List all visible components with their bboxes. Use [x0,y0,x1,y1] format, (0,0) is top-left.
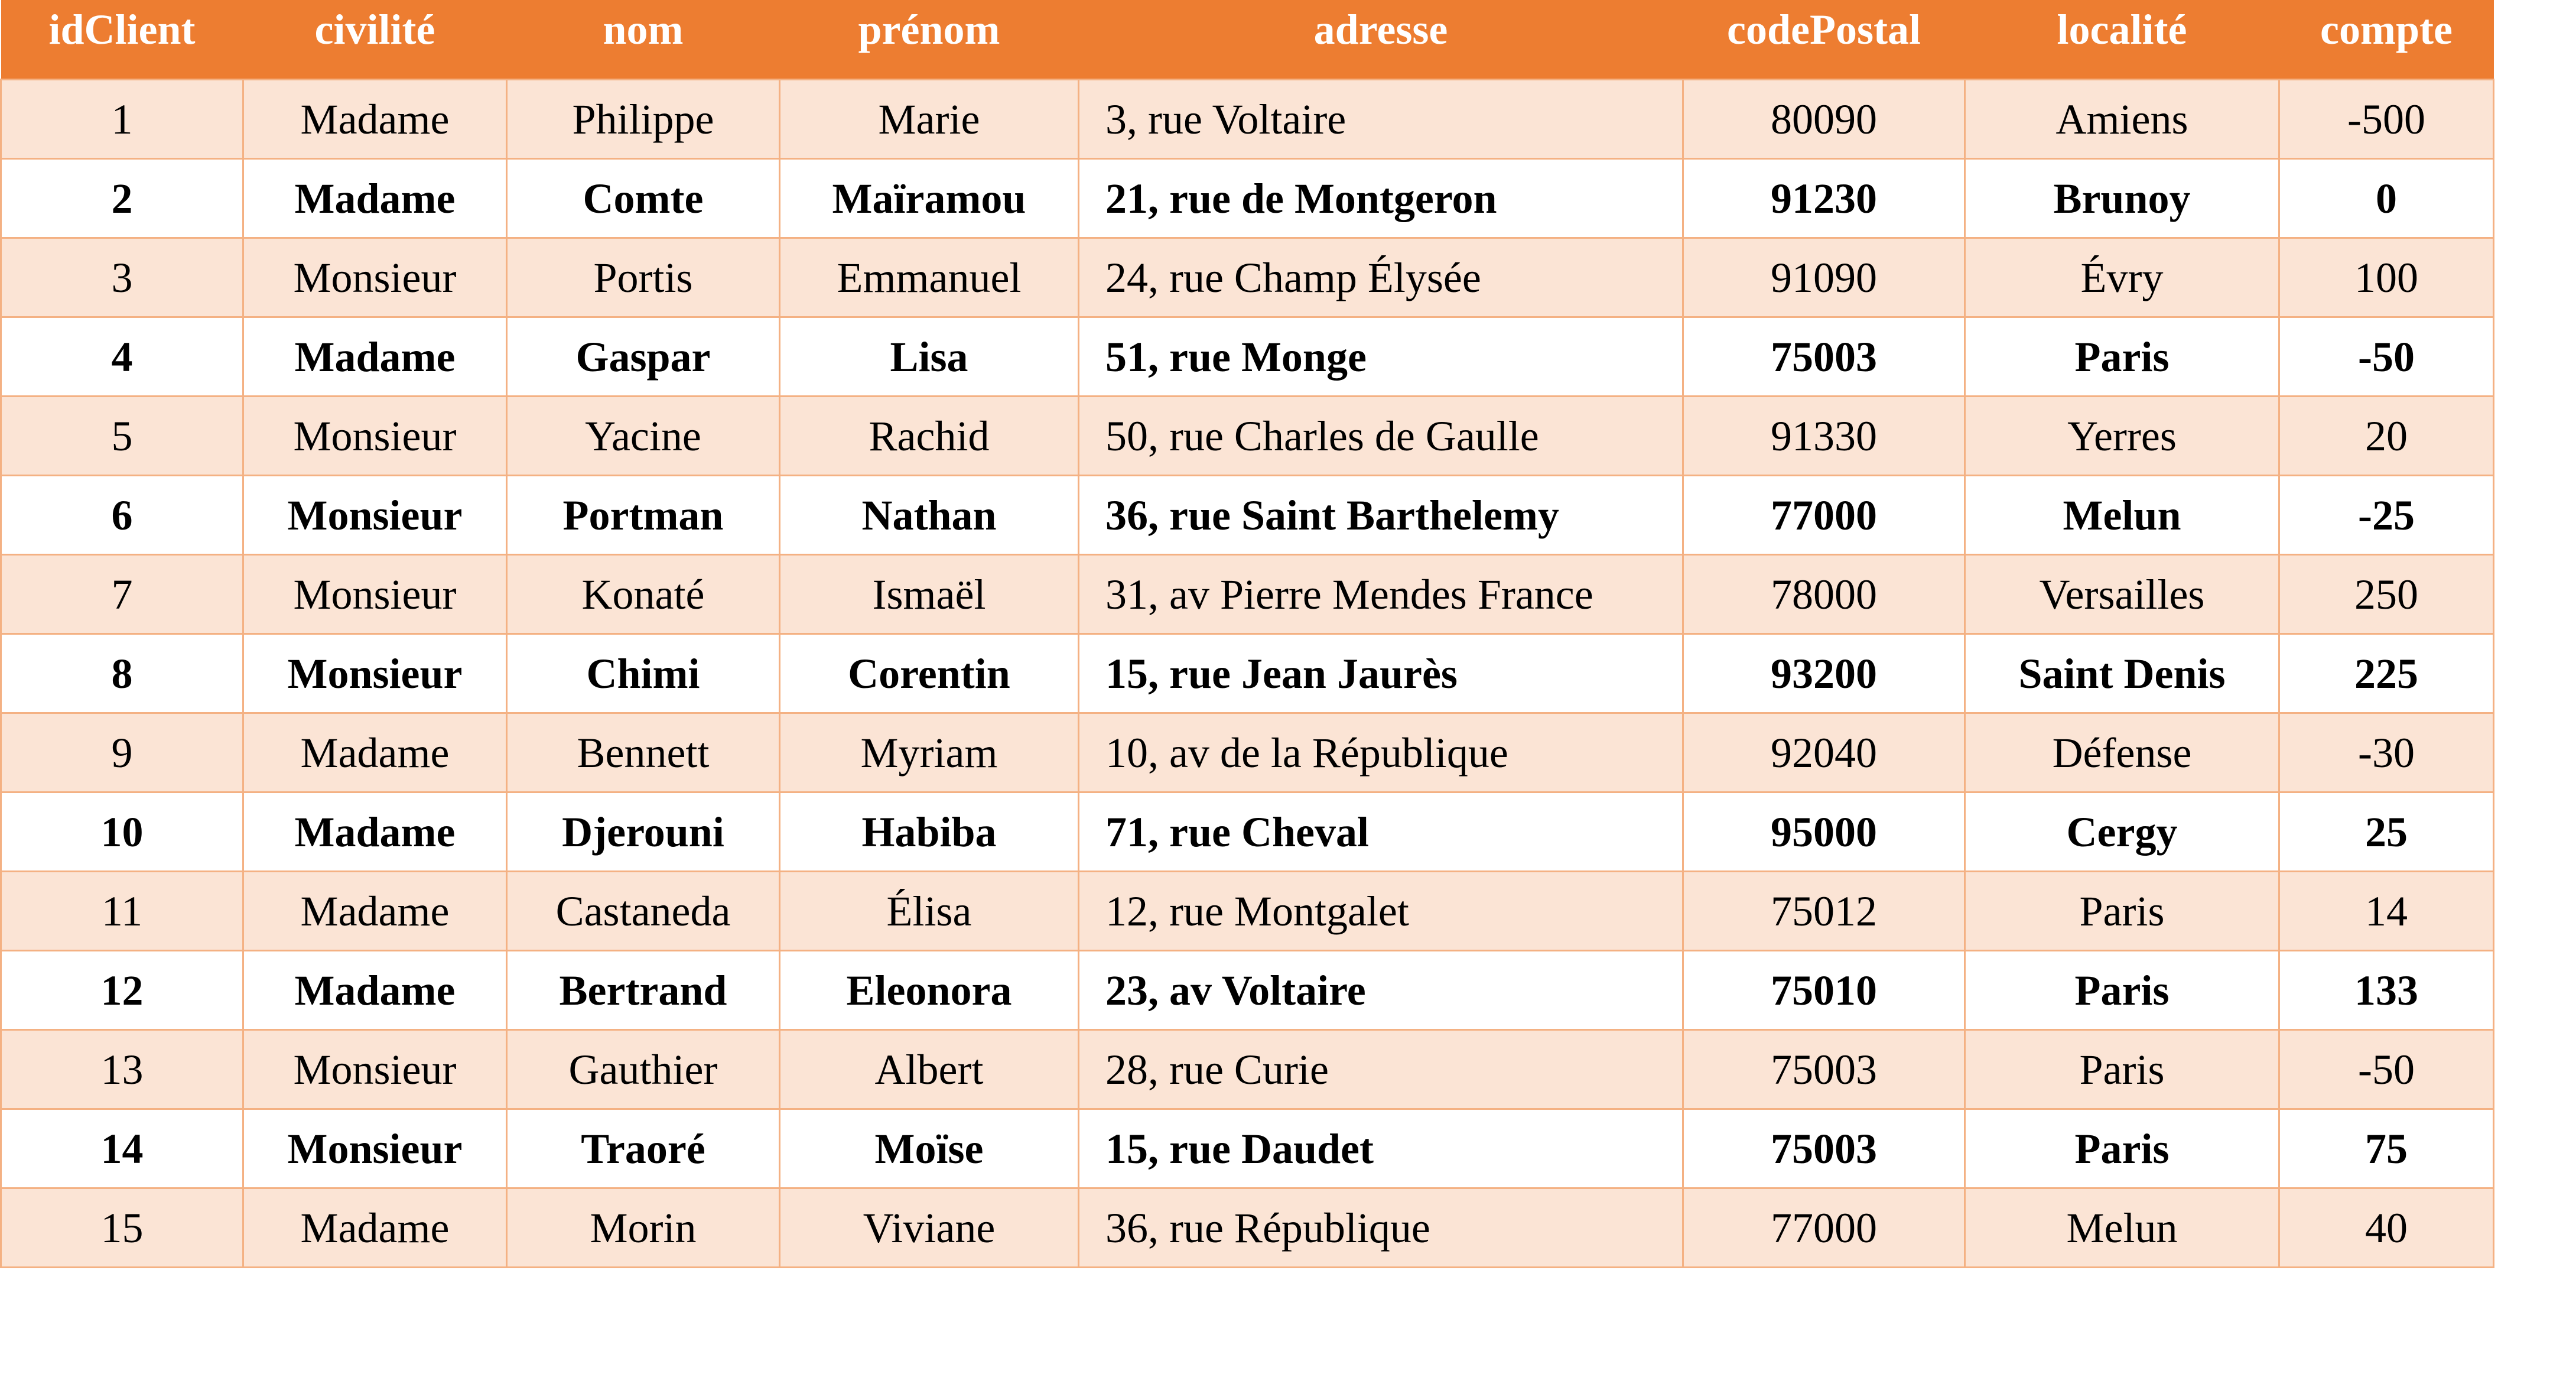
cell-idclient: 2 [1,158,243,238]
cell-adresse: 21, rue de Montgeron [1079,158,1683,238]
cell-prenom: Habiba [780,792,1079,871]
cell-nom: Morin [507,1188,780,1267]
cell-codepostal: 92040 [1683,713,1965,792]
cell-civilite: Monsieur [243,1029,507,1109]
cell-adresse: 36, rue République [1079,1188,1683,1267]
cell-adresse: 71, rue Cheval [1079,792,1683,871]
cell-compte: 14 [2279,871,2494,950]
table-row [1,1188,2494,1267]
cell-prenom: Viviane [780,1188,1079,1267]
cell-civilite: Monsieur [243,238,507,317]
cell-compte: 20 [2279,396,2494,475]
cell-adresse: 15, rue Jean Jaurès [1079,634,1683,713]
cell-prenom: Moïse [780,1109,1079,1188]
cell-idclient: 15 [1,1188,243,1267]
cell-nom: Djerouni [507,792,780,871]
table-row [1,317,2494,396]
cell-prenom: Corentin [780,634,1079,713]
cell-adresse: 24, rue Champ Élysée [1079,238,1683,317]
cell-codepostal: 77000 [1683,475,1965,554]
cell-compte: 250 [2279,554,2494,634]
cell-compte: 133 [2279,950,2494,1029]
cell-idclient: 10 [1,792,243,871]
table-row [1,1109,2494,1188]
cell-civilite: Madame [243,1188,507,1267]
cell-adresse: 31, av Pierre Mendes France [1079,554,1683,634]
header-civilite: civilité [243,0,507,79]
cell-localite: Défense [1965,713,2279,792]
header-codepostal: codePostal [1683,0,1965,79]
cell-adresse: 15, rue Daudet [1079,1109,1683,1188]
cell-localite: Évry [1965,238,2279,317]
header-row [1,0,2494,79]
cell-civilite: Monsieur [243,634,507,713]
cell-codepostal: 80090 [1683,79,1965,158]
table-row [1,634,2494,713]
cell-localite: Melun [1965,475,2279,554]
cell-localite: Saint Denis [1965,634,2279,713]
cell-prenom: Marie [780,79,1079,158]
cell-idclient: 5 [1,396,243,475]
cell-idclient: 9 [1,713,243,792]
cell-prenom: Élisa [780,871,1079,950]
cell-codepostal: 75012 [1683,871,1965,950]
cell-codepostal: 77000 [1683,1188,1965,1267]
cell-nom: Gaspar [507,317,780,396]
cell-localite: Paris [1965,1029,2279,1109]
cell-compte: 75 [2279,1109,2494,1188]
cell-adresse: 12, rue Montgalet [1079,871,1683,950]
cell-prenom: Ismaël [780,554,1079,634]
cell-prenom: Myriam [780,713,1079,792]
cell-prenom: Eleonora [780,950,1079,1029]
cell-localite: Melun [1965,1188,2279,1267]
cell-idclient: 3 [1,238,243,317]
cell-civilite: Madame [243,792,507,871]
cell-prenom: Albert [780,1029,1079,1109]
cell-compte: -25 [2279,475,2494,554]
cell-localite: Paris [1965,1109,2279,1188]
cell-codepostal: 75003 [1683,317,1965,396]
cell-codepostal: 75003 [1683,1109,1965,1188]
cell-nom: Portman [507,475,780,554]
cell-civilite: Madame [243,871,507,950]
cell-compte: -500 [2279,79,2494,158]
table-row [1,792,2494,871]
table-header [1,0,2494,79]
cell-compte: -30 [2279,713,2494,792]
cell-nom: Chimi [507,634,780,713]
cell-prenom: Maïramou [780,158,1079,238]
table-row [1,1029,2494,1109]
cell-idclient: 14 [1,1109,243,1188]
cell-civilite: Monsieur [243,396,507,475]
cell-nom: Portis [507,238,780,317]
cell-adresse: 3, rue Voltaire [1079,79,1683,158]
header-compte: compte [2279,0,2494,79]
header-idclient: idClient [1,0,243,79]
table-body [1,79,2494,1267]
cell-nom: Bertrand [507,950,780,1029]
cell-idclient: 8 [1,634,243,713]
header-localite: localité [1965,0,2279,79]
cell-codepostal: 91090 [1683,238,1965,317]
table-row [1,871,2494,950]
cell-adresse: 28, rue Curie [1079,1029,1683,1109]
cell-civilite: Monsieur [243,554,507,634]
cell-compte: 25 [2279,792,2494,871]
table-row [1,475,2494,554]
cell-prenom: Emmanuel [780,238,1079,317]
cell-nom: Comte [507,158,780,238]
cell-civilite: Madame [243,950,507,1029]
cell-idclient: 12 [1,950,243,1029]
header-nom: nom [507,0,780,79]
cell-civilite: Monsieur [243,1109,507,1188]
table-row [1,396,2494,475]
cell-localite: Versailles [1965,554,2279,634]
cell-nom: Gauthier [507,1029,780,1109]
cell-idclient: 11 [1,871,243,950]
cell-codepostal: 75003 [1683,1029,1965,1109]
cell-codepostal: 75010 [1683,950,1965,1029]
cell-civilite: Madame [243,158,507,238]
cell-idclient: 7 [1,554,243,634]
cell-idclient: 6 [1,475,243,554]
table-row [1,713,2494,792]
cell-compte: -50 [2279,1029,2494,1109]
cell-localite: Cergy [1965,792,2279,871]
cell-adresse: 50, rue Charles de Gaulle [1079,396,1683,475]
cell-codepostal: 78000 [1683,554,1965,634]
table-row [1,158,2494,238]
cell-idclient: 4 [1,317,243,396]
cell-compte: -50 [2279,317,2494,396]
cell-localite: Brunoy [1965,158,2279,238]
cell-localite: Yerres [1965,396,2279,475]
cell-adresse: 36, rue Saint Barthelemy [1079,475,1683,554]
cell-civilite: Madame [243,79,507,158]
cell-localite: Paris [1965,317,2279,396]
header-prenom: prénom [780,0,1079,79]
cell-codepostal: 93200 [1683,634,1965,713]
cell-nom: Yacine [507,396,780,475]
cell-compte: 225 [2279,634,2494,713]
cell-adresse: 10, av de la République [1079,713,1683,792]
cell-localite: Amiens [1965,79,2279,158]
cell-nom: Bennett [507,713,780,792]
cell-codepostal: 95000 [1683,792,1965,871]
cell-idclient: 1 [1,79,243,158]
cell-nom: Konaté [507,554,780,634]
cell-civilite: Madame [243,713,507,792]
cell-prenom: Rachid [780,396,1079,475]
table-row [1,950,2494,1029]
cell-prenom: Lisa [780,317,1079,396]
cell-compte: 40 [2279,1188,2494,1267]
cell-nom: Traoré [507,1109,780,1188]
cell-adresse: 23, av Voltaire [1079,950,1683,1029]
header-adresse: adresse [1079,0,1683,79]
table-row [1,238,2494,317]
cell-localite: Paris [1965,871,2279,950]
cell-idclient: 13 [1,1029,243,1109]
cell-prenom: Nathan [780,475,1079,554]
cell-localite: Paris [1965,950,2279,1029]
cell-codepostal: 91330 [1683,396,1965,475]
cell-nom: Philippe [507,79,780,158]
cell-codepostal: 91230 [1683,158,1965,238]
cell-compte: 0 [2279,158,2494,238]
table-row [1,554,2494,634]
cell-adresse: 51, rue Monge [1079,317,1683,396]
cell-civilite: Monsieur [243,475,507,554]
cell-civilite: Madame [243,317,507,396]
cell-nom: Castaneda [507,871,780,950]
table-row [1,79,2494,158]
cell-compte: 100 [2279,238,2494,317]
